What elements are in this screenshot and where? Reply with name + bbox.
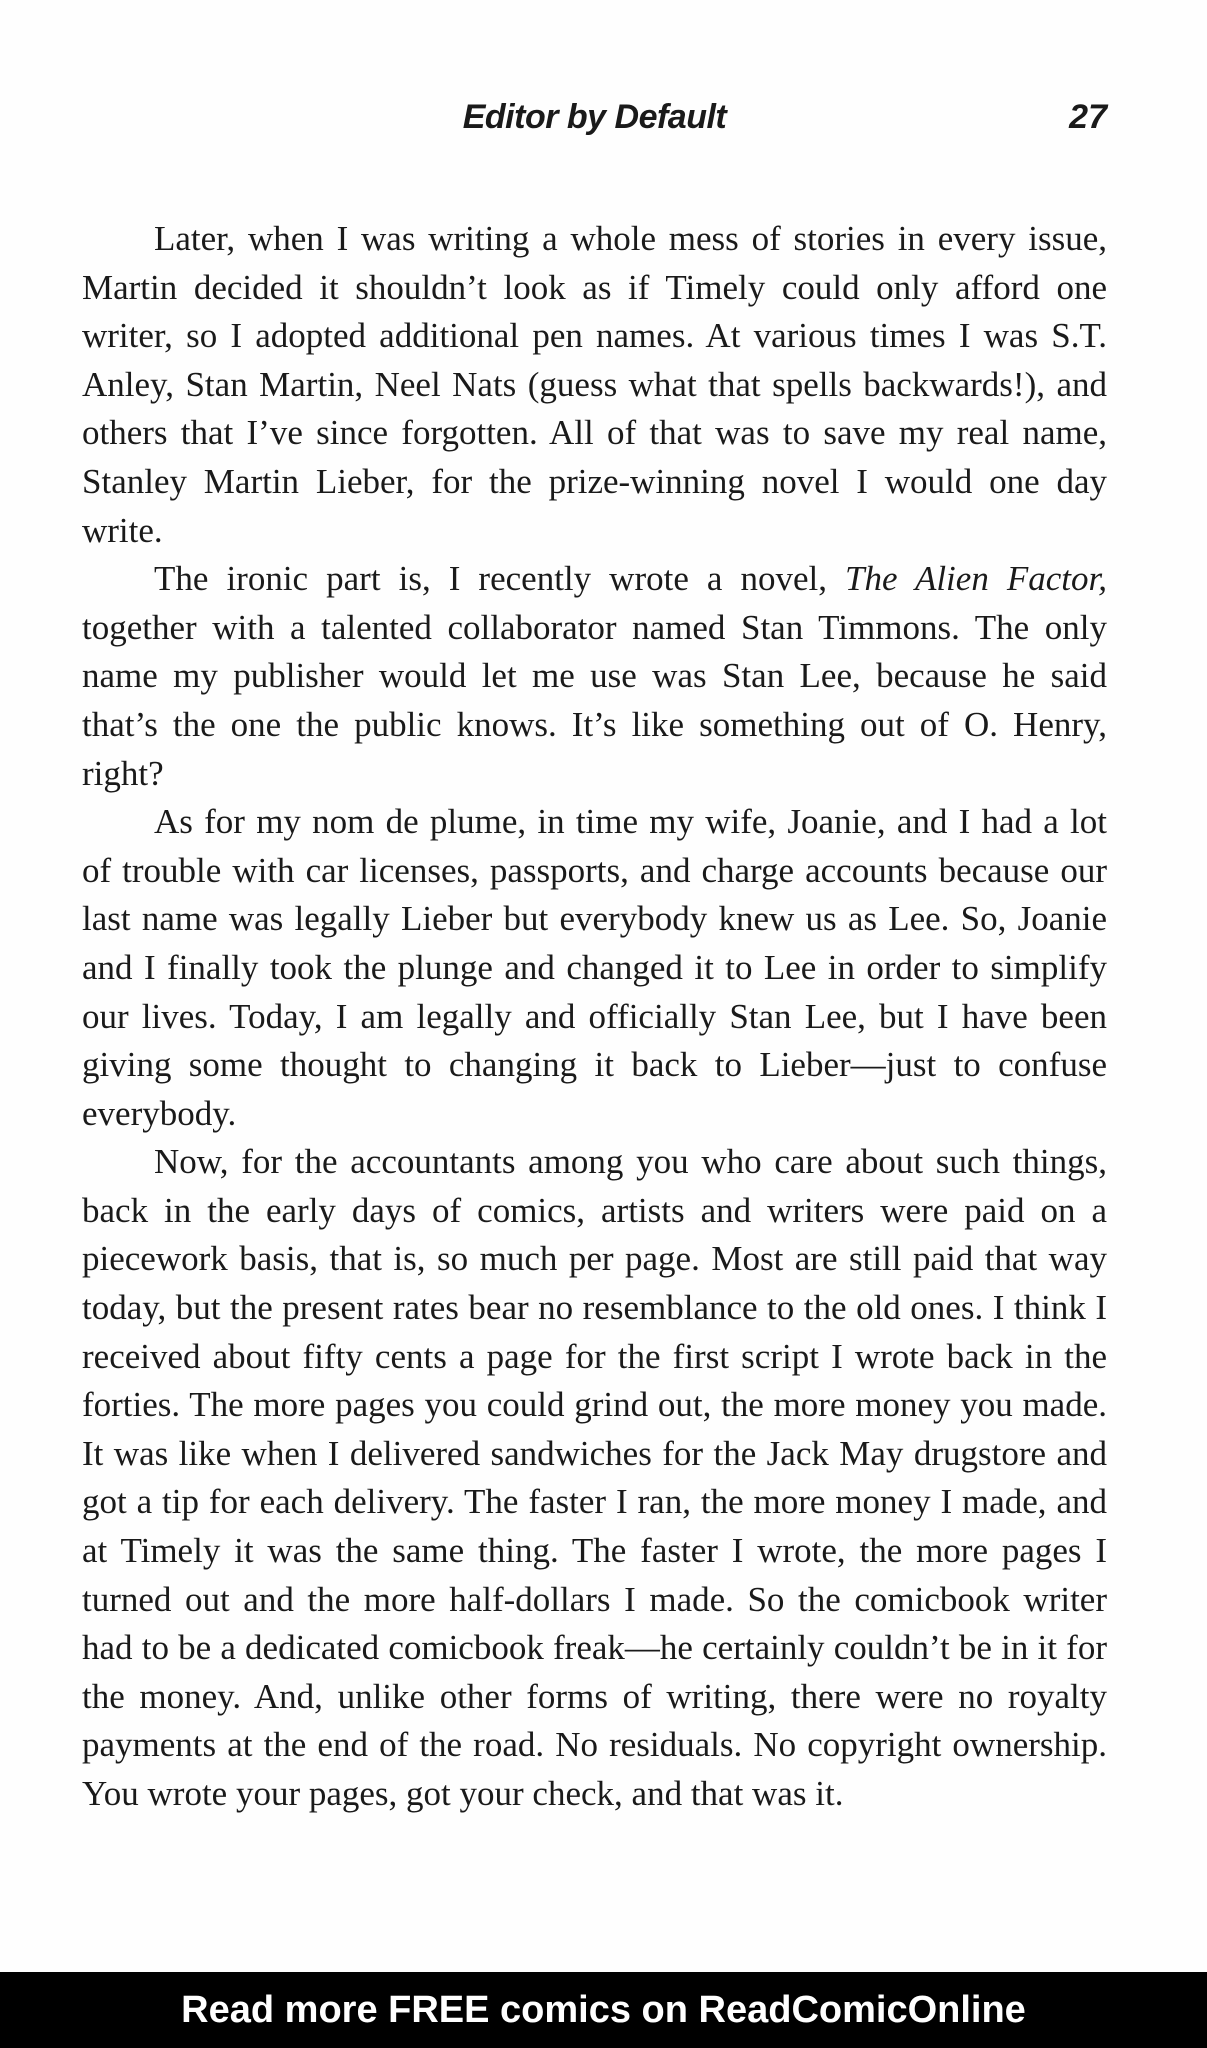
running-head xyxy=(82,98,1107,150)
page-number: 27 xyxy=(1069,98,1107,136)
book-title-alien-factor: The Alien Factor, xyxy=(845,559,1107,599)
body-text xyxy=(82,215,1107,1819)
paragraph-alien-factor xyxy=(82,555,1107,798)
footer-banner-link[interactable]: Read more FREE comics on ReadComicOnline xyxy=(0,1972,1207,2048)
paragraph-alien-factor-end: together with a talented collaborator named Stan Timmons. The only name my publisher would let me use was Stan Lee, because he said that’s the one the public knows. It’s like something out of O. Henry, right? xyxy=(82,607,1107,793)
paragraph-alien-factor-start: The ironic part is, I recently wrote a novel, xyxy=(154,559,846,599)
running-title: Editor by Default xyxy=(462,98,727,136)
paragraph-nom-de-plume: As for my nom de plume, in time my wife, Joanie, and I had a lot of trouble with car licenses, passports, and charge accounts because our last name was legally Lieber but everybody knew us as Lee. So, Joanie and I finally took the plunge and changed it to Lee in order to simplify our lives. Today, I am legally and officially Stan Lee, but I have been giving some thought to changing it back to Lieber—just to confuse everybody. xyxy=(82,802,1107,1133)
paragraph-piecework: Now, for the accountants among you who care about such things, back in the early days of comics, artists and writers were paid on a piecework basis, that is, so much per page. Most are still paid that way today, but the present rates bear no resemblance to the old ones. I think I received about fifty cents a page for the first script I wrote back in the forties. The more pages you could grind out, the more money you made. It was like when I delivered sandwiches for the Jack May drugstore and got a tip for each delivery. The faster I ran, the more money I made, and at Timely it was the same thing. The faster I wrote, the more pages I turned out and the more half-dollars I made. So the comicbook writer had to be a dedicated comicbook freak—he certainly couldn’t be in it for the money. And, unlike other forms of writing, there were no royalty payments at the end of the road. No residuals. No copyright ownership. You wrote your pages, got your check, and that was it. xyxy=(82,1142,1107,1813)
paragraph-pen-names: Later, when I was writing a whole mess of stories in every issue, Martin decided it shouldn’t look as if Timely could only afford one writer, so I adopted additional pen names. At various times I was S.T. Anley, Stan Martin, Neel Nats (guess what that spells backwards!), and others that I’ve since forgotten. All of that was to save my real name, Stanley Martin Lieber, for the prize-winning novel I would one day write. xyxy=(82,219,1107,550)
